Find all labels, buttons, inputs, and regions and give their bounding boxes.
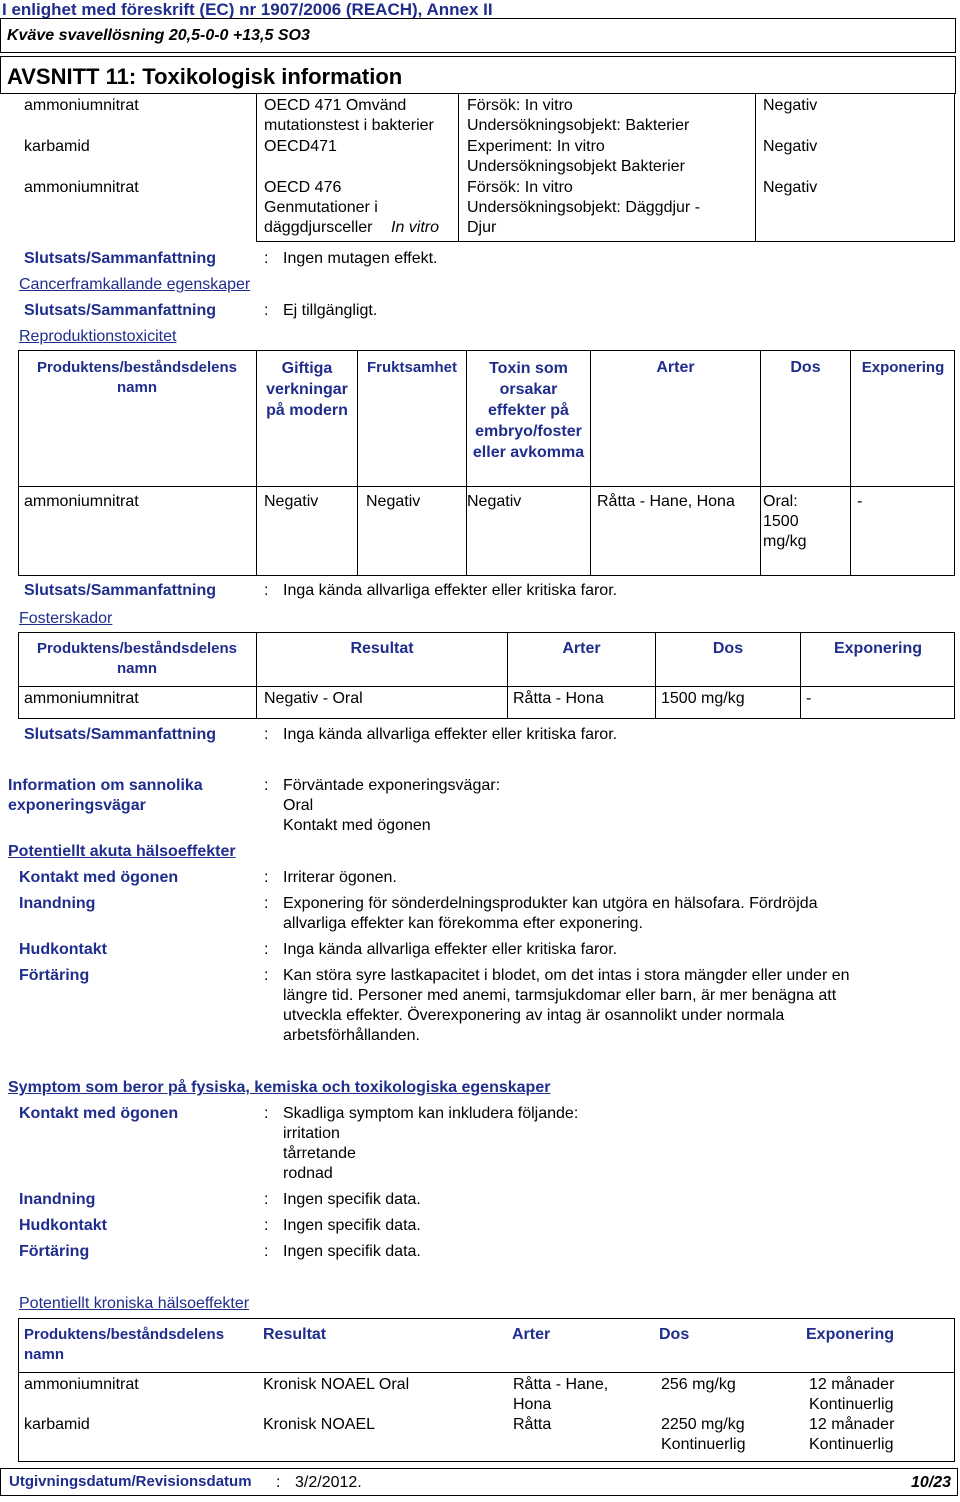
symptom-value: Skadliga symptom kan inkludera följande: irritation tårretande rodnad bbox=[283, 1105, 579, 1182]
column-header: Resultat bbox=[350, 640, 414, 657]
colon: : bbox=[264, 250, 269, 267]
column-header: Arter bbox=[656, 359, 695, 376]
acute-label: Inandning bbox=[19, 895, 96, 912]
section-title-box bbox=[0, 56, 956, 94]
acute-value: Exponering för sönderdelningsprodukter kan utgöra en hälsofara. Fördröjda allvarliga effekter kan förekomma efter exponering. bbox=[283, 895, 818, 932]
column-header: Toxin som orsakar effekter på embryo/foster eller avkomma bbox=[472, 360, 585, 461]
mutagen-result: Negativ bbox=[763, 97, 818, 114]
table-cell: Kronisk NOAEL Oral bbox=[263, 1376, 410, 1393]
column-header: Fruktsamhet bbox=[366, 359, 458, 376]
colon: : bbox=[264, 941, 269, 958]
column-header: Exponering bbox=[861, 359, 945, 376]
product-name-box bbox=[0, 18, 956, 53]
table-cell: Råtta - Hane, Hona bbox=[597, 493, 735, 510]
colon: : bbox=[264, 1105, 269, 1122]
column-header: Exponering bbox=[806, 1326, 895, 1343]
carcinogenic-heading: Cancerframkallande egenskaper bbox=[19, 276, 251, 293]
colon: : bbox=[264, 869, 269, 886]
table-cell: Råtta bbox=[513, 1416, 552, 1433]
fetal-heading: Fosterskador bbox=[19, 610, 113, 627]
column-header: Arter bbox=[512, 1326, 551, 1343]
summary-value: Inga kända allvarliga effekter eller kritiska faror. bbox=[283, 582, 618, 599]
table-cell: 12 månader Kontinuerlig bbox=[809, 1416, 895, 1453]
symptom-value: Ingen specifik data. bbox=[283, 1243, 421, 1260]
table-cell: 2250 mg/kg Kontinuerlig bbox=[661, 1416, 746, 1453]
page-number: 10/23 bbox=[910, 1474, 951, 1491]
symptom-label: Hudkontakt bbox=[19, 1217, 107, 1234]
summary-label: Slutsats/Sammanfattning bbox=[24, 302, 217, 319]
table-cell: karbamid bbox=[24, 1416, 90, 1433]
mutagen-result: Negativ bbox=[763, 138, 818, 155]
mutagen-test: OECD471 bbox=[264, 138, 337, 155]
column-header: Produktens/beståndsdelens namn bbox=[36, 359, 238, 396]
footer-date: 3/2/2012. bbox=[295, 1474, 362, 1491]
mutagen-experiment: Försök: In vitro Undersökningsobjekt: Bakterier bbox=[467, 97, 690, 134]
table-cell: ammoniumnitrat bbox=[24, 1376, 139, 1393]
colon: : bbox=[264, 895, 269, 912]
mutagen-experiment: Försök: In vitro Undersökningsobjekt: Däggdjur - Djur bbox=[467, 179, 701, 236]
reproductive-heading: Reproduktionstoxicitet bbox=[19, 328, 177, 345]
summary-value: Ej tillgängligt. bbox=[283, 302, 378, 319]
colon: : bbox=[264, 726, 269, 743]
summary-value: Inga kända allvarliga effekter eller kritiska faror. bbox=[283, 726, 618, 743]
column-header: Dos bbox=[659, 1326, 690, 1343]
symptom-label: Kontakt med ögonen bbox=[19, 1105, 179, 1122]
column-header: Produktens/beståndsdelens namn bbox=[36, 640, 238, 677]
mutagen-experiment: Experiment: In vitro Undersökningsobjekt Bakterier bbox=[467, 138, 685, 175]
acute-label: Kontakt med ögonen bbox=[19, 869, 179, 886]
table-cell: 12 månader Kontinuerlig bbox=[809, 1376, 895, 1413]
product-name: Kväve svavellösning 20,5-0-0 +13,5 SO3 bbox=[7, 27, 310, 44]
table-cell: Negativ bbox=[264, 493, 319, 510]
colon: : bbox=[264, 582, 269, 599]
summary-value: Ingen mutagen effekt. bbox=[283, 250, 438, 267]
colon: : bbox=[276, 1474, 281, 1491]
colon: : bbox=[264, 1191, 269, 1208]
symptom-label: Inandning bbox=[19, 1191, 96, 1208]
mutagen-name: ammoniumnitrat bbox=[24, 179, 139, 196]
table-cell: Råtta - Hona bbox=[513, 690, 604, 707]
table-cell: - bbox=[806, 690, 812, 707]
table-cell: Negativ bbox=[467, 493, 522, 510]
colon: : bbox=[264, 967, 269, 984]
colon: : bbox=[264, 777, 269, 794]
table-cell: Oral: 1500 mg/kg bbox=[763, 493, 807, 550]
summary-label: Slutsats/Sammanfattning bbox=[24, 726, 217, 743]
symptom-value: Ingen specifik data. bbox=[283, 1191, 421, 1208]
regulation-header: I enlighet med föreskrift (EC) nr 1907/2006 (REACH), Annex II bbox=[2, 0, 493, 19]
acute-value: Inga kända allvarliga effekter eller kritiska faror. bbox=[283, 941, 618, 958]
column-header: Giftiga verkningar på modern bbox=[266, 360, 348, 419]
acute-value: Irriterar ögonen. bbox=[283, 869, 397, 886]
colon: : bbox=[264, 1217, 269, 1234]
symptom-value: Ingen specifik data. bbox=[283, 1217, 421, 1234]
mutagen-name: karbamid bbox=[24, 138, 90, 155]
table-cell: Kronisk NOAEL bbox=[263, 1416, 376, 1433]
column-header: Dos bbox=[712, 640, 744, 657]
column-header: Exponering bbox=[833, 640, 922, 657]
table-cell: ammoniumnitrat bbox=[24, 690, 139, 707]
table-cell: Negativ - Oral bbox=[264, 690, 363, 707]
mutagen-test: OECD 476 Genmutationer i däggdjursceller bbox=[264, 179, 378, 236]
table-cell: 256 mg/kg bbox=[661, 1376, 736, 1393]
colon: : bbox=[264, 302, 269, 319]
mutagen-result: Negativ bbox=[763, 179, 818, 196]
acute-label: Hudkontakt bbox=[19, 941, 107, 958]
exposure-value: Förväntade exponeringsvägar: Oral Kontakt med ögonen bbox=[283, 777, 501, 834]
symptom-label: Förtäring bbox=[19, 1243, 90, 1260]
table-cell: 1500 mg/kg bbox=[661, 690, 745, 707]
acute-label: Förtäring bbox=[19, 967, 90, 984]
colon: : bbox=[264, 1243, 269, 1260]
mutagen-test-italic: In vitro bbox=[391, 219, 440, 236]
column-header: Arter bbox=[562, 640, 601, 657]
acute-heading: Potentiellt akuta hälsoeffekter bbox=[8, 843, 236, 860]
table-cell: Negativ bbox=[366, 493, 421, 510]
footer bbox=[0, 1468, 958, 1496]
column-header: Resultat bbox=[263, 1326, 327, 1343]
mutagen-test: OECD 471 Omvänd mutationstest i bakterier bbox=[264, 97, 434, 134]
mutagen-name: ammoniumnitrat bbox=[24, 97, 139, 114]
column-header: Dos bbox=[790, 359, 821, 376]
symptoms-heading: Symptom som beror på fysiska, kemiska och toxikologiska egenskaper bbox=[8, 1079, 551, 1096]
summary-label: Slutsats/Sammanfattning bbox=[24, 250, 217, 267]
table-cell: Råtta - Hane, Hona bbox=[513, 1376, 609, 1413]
table-cell: - bbox=[857, 493, 863, 510]
column-header: Produktens/beståndsdelens namn bbox=[24, 1326, 225, 1363]
exposure-label: Information om sannolika exponeringsvägar bbox=[8, 777, 203, 814]
footer-label: Utgivningsdatum/Revisionsdatum bbox=[9, 1473, 252, 1490]
acute-value: Kan störa syre lastkapacitet i blodet, om det intas i stora mängder eller under en längre tid. Personer med anemi, tarmsjukdomar eller barn, är mer benägna att utveckla effekter. Överexponering av intag är osannolikt under normala arbetsförhållanden. bbox=[283, 967, 850, 1044]
table-cell: ammoniumnitrat bbox=[24, 493, 139, 510]
section-title: AVSNITT 11: Toxikologisk information bbox=[7, 64, 403, 89]
summary-label: Slutsats/Sammanfattning bbox=[24, 582, 217, 599]
chronic-heading: Potentiellt kroniska hälsoeffekter bbox=[19, 1295, 250, 1312]
